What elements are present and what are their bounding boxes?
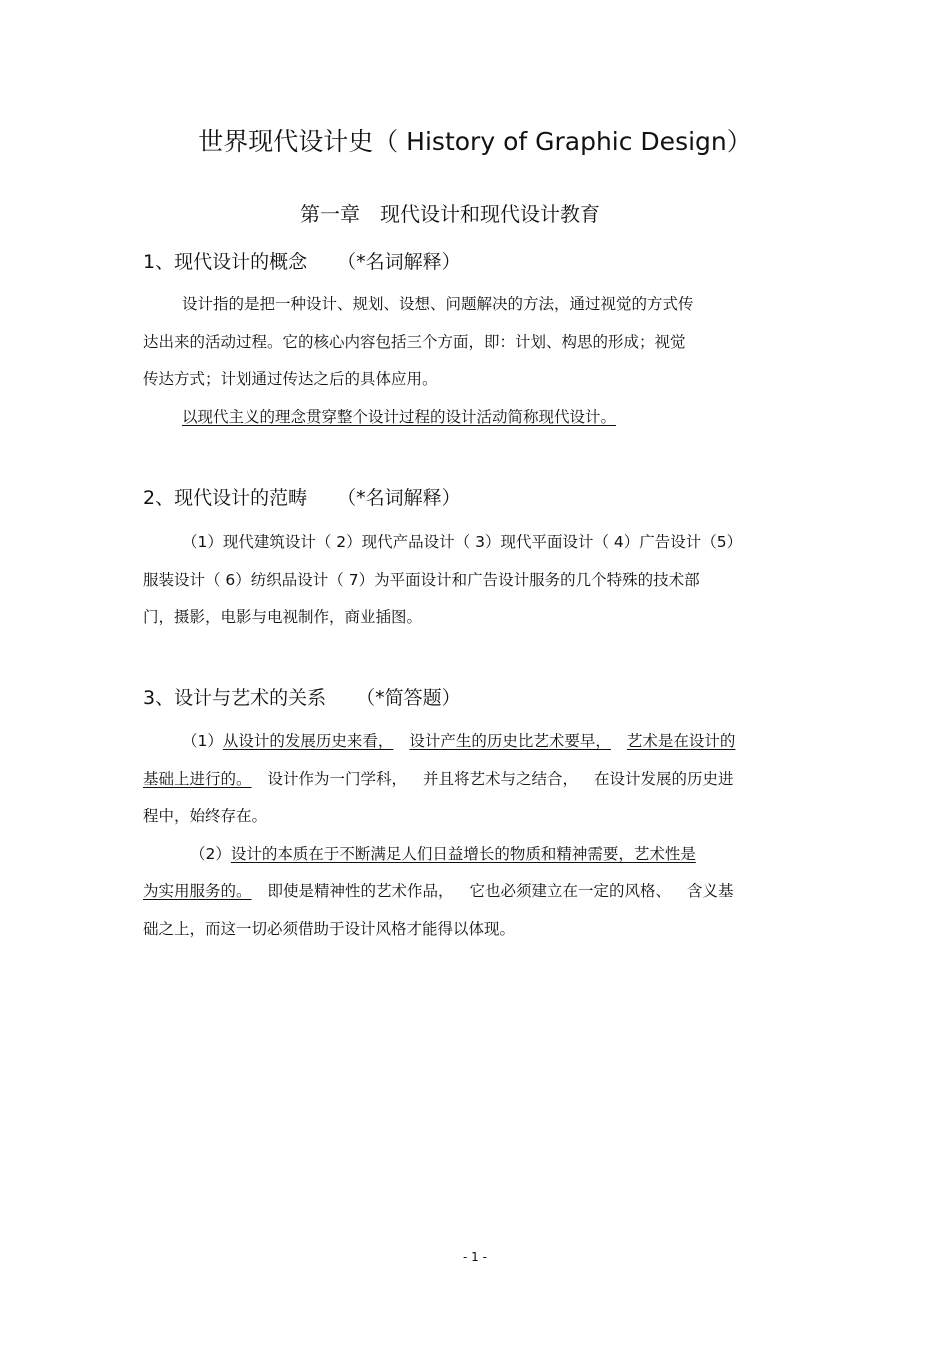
section-3-p1-line-3: 程中，始终存在。 (143, 807, 268, 825)
p2-text-2: 它也必须建立在一定的风格、 (469, 882, 672, 900)
chapter-heading: 第一章 现代设计和现代设计教育 (300, 202, 600, 226)
p2-underline-2: 为实用服务的。 (143, 882, 252, 900)
p2-lead: （2） (190, 844, 231, 863)
section-3-heading (143, 682, 461, 714)
p2-text-1: 即使是精神性的艺术作品， (267, 882, 454, 900)
section-2-line-3: 门，摄影，电影与电视制作，商业插图。 (143, 608, 423, 626)
p1-text-2: 并且将艺术与之结合， (423, 769, 579, 788)
section-1-line-2: 达出来的活动过程。它的核心内容包括三个方面，即：计划、构思的形成；视觉 (143, 332, 686, 351)
p1-underline-4: 基础上进行的。 (143, 769, 252, 788)
section-1-line-4 (143, 399, 813, 437)
section-3-p1-line-1 (143, 723, 813, 761)
section-3-p2-line-3: 础之上，而这一切必须借助于设计风格才能得以体现。 (143, 919, 516, 938)
section-3-p2-line-1 (143, 836, 813, 874)
section-2-line-1: （1）现代建筑设计（ 2）现代产品设计（ 3）现代平面设计（ 4）广告设计（5） (182, 533, 743, 551)
section-3-body (143, 723, 813, 948)
section-1-line-1: 设计指的是把一种设计、规划、设想、问题解决的方法，通过视觉的方式传 (182, 295, 694, 313)
p1-text-3: 在设计发展的历史进 (594, 769, 734, 788)
p1-text-1: 设计作为一门学科， (267, 769, 408, 788)
p1-underline-1: 从设计的发展历史来看， (222, 732, 394, 750)
section-3-title: 3、设计与艺术的关系 (143, 687, 327, 709)
section-1-tag: （*名词解释） (337, 251, 461, 273)
section-1-body (143, 286, 813, 436)
section-2-heading (143, 482, 461, 514)
section-2-title: 2、现代设计的范畴 (143, 487, 308, 509)
section-3-p1-line-2 (143, 761, 813, 799)
section-2-line-2: 服装设计（ 6）纺织品设计（ 7）为平面设计和广告设计服务的几个特殊的技术部 (143, 570, 700, 589)
p1-underline-3: 艺术是在设计的 (626, 732, 736, 750)
section-2-body (143, 524, 813, 637)
section-3-p2-line-2 (143, 873, 813, 911)
section-1-line-3: 传达方式；计划通过传达之后的具体应用。 (143, 370, 438, 388)
p1-lead: （1） (182, 732, 223, 750)
section-1-title: 1、现代设计的概念 (143, 251, 308, 273)
section-3-tag: （*简答题） (356, 687, 461, 709)
document-title: 世界现代设计史（ History of Graphic Design） (198, 127, 752, 156)
section-1-heading (143, 246, 461, 278)
p1-underline-2: 设计产生的历史比艺术要早， (409, 732, 611, 750)
p2-text-3: 含义基 (687, 882, 734, 900)
page-number: - 1 - (463, 1250, 487, 1264)
modern-design-definition: 以现代主义的理念贯穿整个设计过程的设计活动简称现代设计。 (182, 407, 617, 426)
section-2-tag: （*名词解释） (337, 487, 461, 509)
p2-underline-1: 设计的本质在于不断满足人们日益增长的物质和精神需要，艺术性是 (230, 844, 696, 863)
